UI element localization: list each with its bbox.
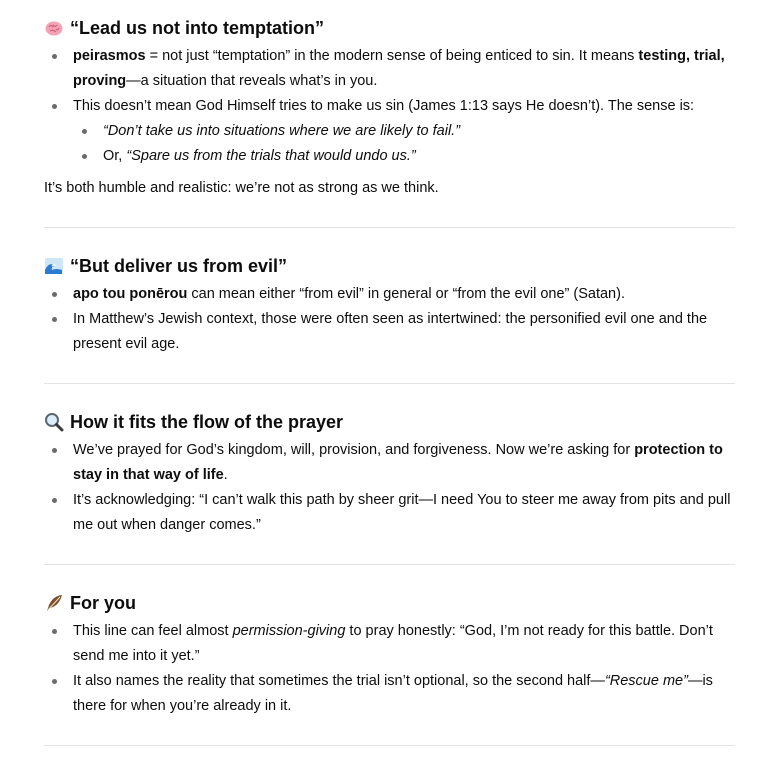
- list-item: [44, 438, 735, 488]
- list-text: It’s acknowledging: “I can’t walk this path by sheer grit—I need You to steer me away from pits and pull me out when danger comes.”: [73, 492, 731, 533]
- list-item: [44, 282, 735, 307]
- list-text: —is there for when you’re already in it.: [73, 673, 713, 714]
- list-item: [44, 669, 735, 719]
- list-text: This doesn’t mean God Himself tries to make us sin (James 1:13 says He doesn’t). The sense is:: [73, 98, 695, 114]
- section-heading: [44, 590, 735, 616]
- section-title: “Lead us not into temptation”: [70, 18, 324, 38]
- bullet-list: [44, 44, 735, 169]
- section-title: How it fits the flow of the prayer: [70, 412, 344, 432]
- section-heading: [44, 15, 735, 41]
- divider: [44, 227, 735, 228]
- section-title: For you: [70, 593, 136, 613]
- italic-text: “Rescue me”: [604, 673, 688, 689]
- section-temptation: [44, 15, 735, 201]
- list-item: [44, 44, 735, 94]
- magnifier-icon: [44, 412, 64, 432]
- list-text: We’ve prayed for God’s kingdom, will, provision, and forgiveness. Now we’re asking for: [73, 442, 635, 458]
- sub-list-item: [73, 119, 735, 144]
- divider: [44, 383, 735, 384]
- list-text: In Matthew’s Jewish context, those were often seen as intertwined: the personified evil one and the present evil age.: [73, 311, 708, 352]
- term-apo-tou-ponerou: apo tou ponērou: [73, 286, 188, 302]
- italic-text: “Don’t take us into situations where we are likely to fail.”: [103, 123, 461, 139]
- section-flow: [44, 409, 735, 538]
- bullet-list: [44, 438, 735, 538]
- sub-bullet-list: [73, 119, 735, 169]
- italic-text: permission-giving: [232, 623, 346, 639]
- sub-list-item: [73, 144, 735, 169]
- list-text: to pray honestly: “God, I’m not ready for this battle. Don’t send me into it yet.”: [73, 623, 713, 664]
- divider: [44, 745, 735, 746]
- list-text: .: [223, 467, 228, 483]
- list-text: can mean either “from evil” in general or “from the evil one” (Satan).: [187, 286, 625, 302]
- italic-text: “Spare us from the trials that would undo us.”: [126, 148, 416, 164]
- wave-icon: [44, 256, 64, 276]
- list-item: [44, 488, 735, 538]
- feather-icon: [44, 593, 64, 613]
- list-text: = not just “temptation” in the modern sense of being enticed to sin. It means: [145, 48, 639, 64]
- list-item: [44, 619, 735, 669]
- section-deliver: [44, 253, 735, 357]
- list-text: —a situation that reveals what’s in you.: [126, 73, 378, 89]
- bullet-list: [44, 282, 735, 357]
- section-for-you: [44, 590, 735, 719]
- bullet-list: [44, 619, 735, 719]
- bold-text: protection to stay in that way of life: [73, 442, 723, 483]
- closing-paragraph: It’s both humble and realistic: we’re not as strong as we think.: [44, 180, 439, 196]
- divider: [44, 564, 735, 565]
- section-heading: [44, 253, 735, 279]
- list-text: Or,: [103, 148, 127, 164]
- section-heading: [44, 409, 735, 435]
- brain-icon: [44, 18, 64, 38]
- list-text: This line can feel almost: [73, 623, 233, 639]
- list-item: [44, 94, 735, 169]
- bold-text: testing, trial, proving: [73, 48, 725, 89]
- section-title: “But deliver us from evil”: [70, 256, 288, 276]
- term-peirasmos: peirasmos: [73, 48, 146, 64]
- list-item: [44, 307, 735, 357]
- list-text: It also names the reality that sometimes the trial isn’t optional, so the second half—: [73, 673, 605, 689]
